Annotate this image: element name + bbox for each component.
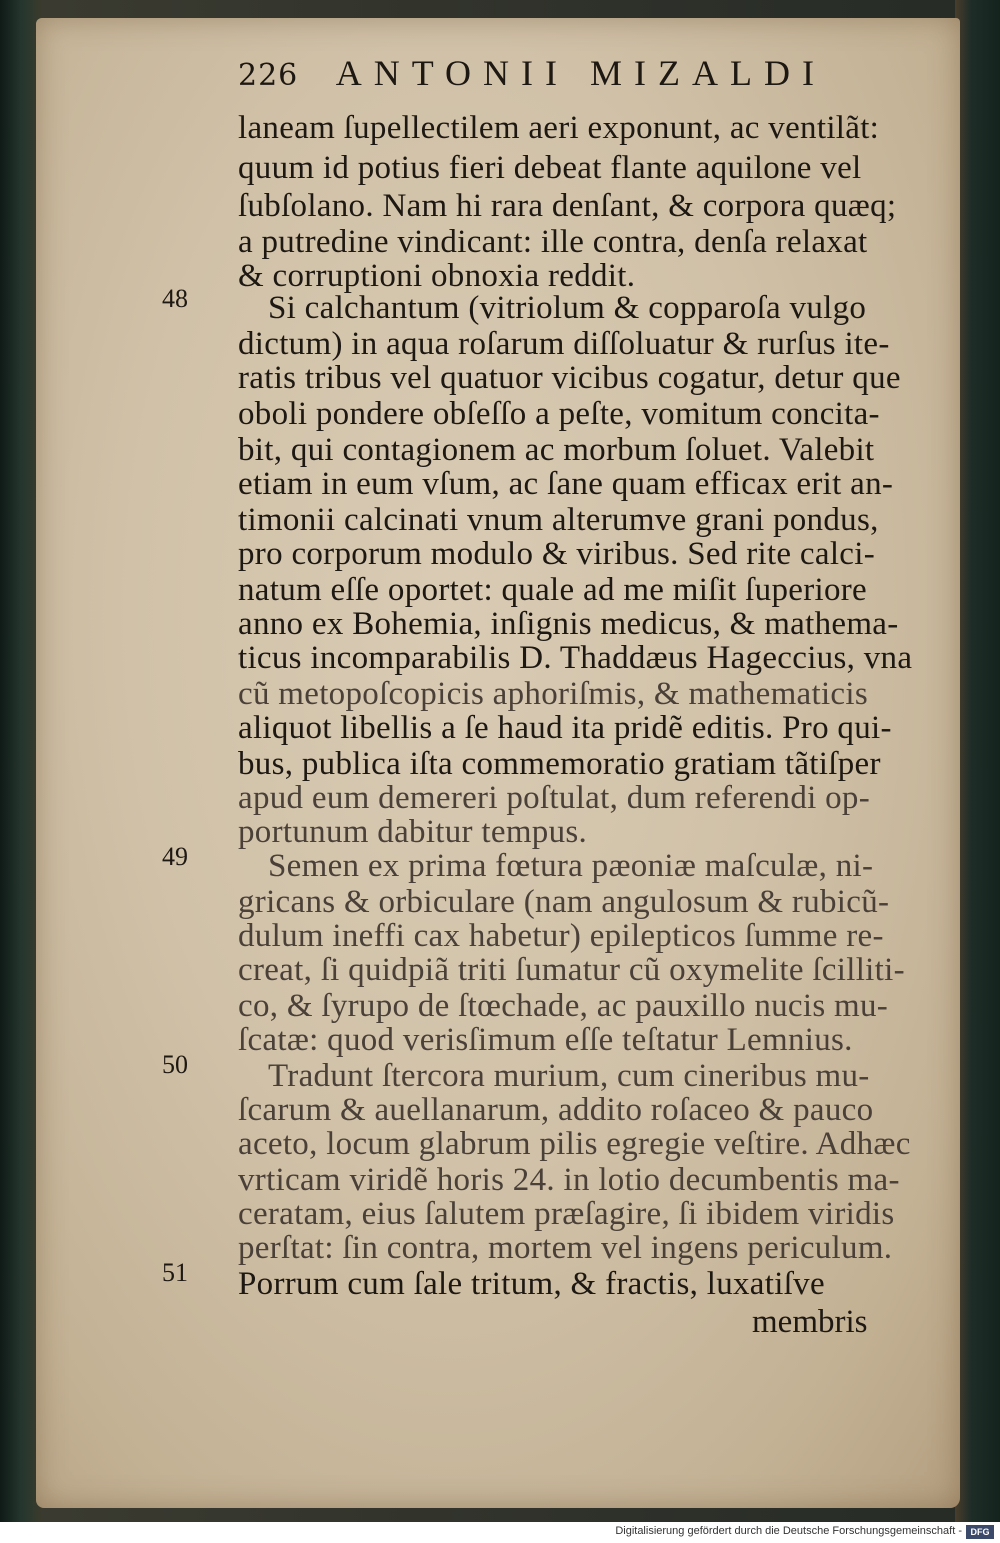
text-line: ſubſolano. Nam hi rara denſant, & corpora quæq; — [238, 188, 897, 224]
text-line: anno ex Bohemia, inſignis medicus, & mathema- — [238, 606, 899, 642]
page-header — [238, 52, 878, 102]
paragraph-number: 48 — [162, 284, 188, 313]
text-line: apud eum demereri poſtulat, dum referendi op- — [238, 780, 871, 816]
text-line: ſcarum & auellanarum, addito roſaceo & pauco — [238, 1092, 874, 1128]
text-line: a putredine vindicant: ille contra, denſa relaxat — [238, 224, 868, 260]
footer-credit-text: Digitalisierung gefördert durch die Deutsche Forschungsgemeinschaft - — [615, 1525, 962, 1537]
paragraph-number: 51 — [162, 1258, 188, 1287]
text-line: bit, qui contagionem ac morbum ſoluet. Valebit — [238, 432, 875, 468]
right-book-cover — [955, 0, 1000, 1522]
text-line: etiam in eum vſum, ac ſane quam efficax erit an- — [238, 466, 894, 502]
text-line: gricans & orbiculare (nam angulosum & rubicũ- — [238, 884, 890, 920]
paragraph-number: 49 — [162, 842, 188, 871]
catchword: membris — [752, 1304, 868, 1340]
text-line: natum eſſe oportet: quale ad me miſit ſuperiore — [238, 572, 867, 608]
text-line: portunum dabitur tempus. — [238, 814, 588, 850]
text-line: pro corporum modulo & viribus. Sed rite calci- — [238, 536, 875, 572]
text-line: dulum ineffi cax habetur) epilepticos ſumme re- — [238, 918, 884, 954]
text-line: ſcatæ: quod verisſimum eſſe teſtatur Lemnius. — [238, 1022, 853, 1058]
text-line: Semen ex prima fœtura pæoniæ maſculæ, ni- — [268, 848, 874, 884]
text-line: vrticam viridẽ horis 24. in lotio decumbentis ma- — [238, 1162, 900, 1198]
text-line: timonii calcinati vnum alterumve grani pondus, — [238, 502, 879, 538]
text-line: ratis tribus vel quatuor vicibus cogatur, detur que — [238, 360, 901, 396]
text-line: laneam ſupellectilem aeri exponunt, ac ventilãt: — [238, 110, 880, 146]
text-line: ticus incomparabilis D. Thaddæus Hageccius, vna — [238, 640, 913, 676]
running-title: ANTONII MIZALDI — [335, 53, 826, 93]
text-line: aliquot libellis a ſe haud ita pridẽ editis. Pro qui- — [238, 710, 892, 746]
text-line: bus, publica iſta commemoratio gratiam tãtiſper — [238, 746, 881, 782]
text-line: aceto, locum glabrum pilis egregie veſtire. Adhæc — [238, 1126, 911, 1162]
text-line: perſtat: ſin contra, mortem vel ingens periculum. — [238, 1230, 893, 1266]
text-line: Porrum cum ſale tritum, & fractis, luxatiſve — [238, 1266, 825, 1302]
text-line: ceratam, eius ſalutem præſagire, ſi ibidem viridis — [238, 1196, 895, 1232]
dfg-logo-icon: DFG — [966, 1525, 994, 1539]
text-line: Tradunt ſtercora murium, cum cineribus mu- — [268, 1058, 870, 1094]
page-number: 226 — [238, 58, 299, 93]
text-line: creat, ſi quidpiã triti ſumatur cũ oxymelite ſcilliti- — [238, 952, 905, 988]
paragraph-number: 50 — [162, 1050, 188, 1079]
text-line: cũ metopoſcopicis aphoriſmis, & mathematicis — [238, 676, 868, 712]
text-line: & corruptioni obnoxia reddit. — [238, 258, 636, 294]
digitization-footer — [0, 1522, 1000, 1543]
text-line: Si calchantum (vitriolum & copparoſa vulgo — [268, 290, 867, 326]
text-line: dictum) in aqua roſarum diſſoluatur & rurſus ite- — [238, 326, 890, 362]
text-line: quum id potius fieri debeat flante aquilone vel — [238, 150, 862, 186]
text-line: co, & ſyrupo de ſtœchade, ac pauxillo nucis mu- — [238, 988, 889, 1024]
text-line: oboli pondere obſeſſo a peſte, vomitum concita- — [238, 396, 880, 432]
